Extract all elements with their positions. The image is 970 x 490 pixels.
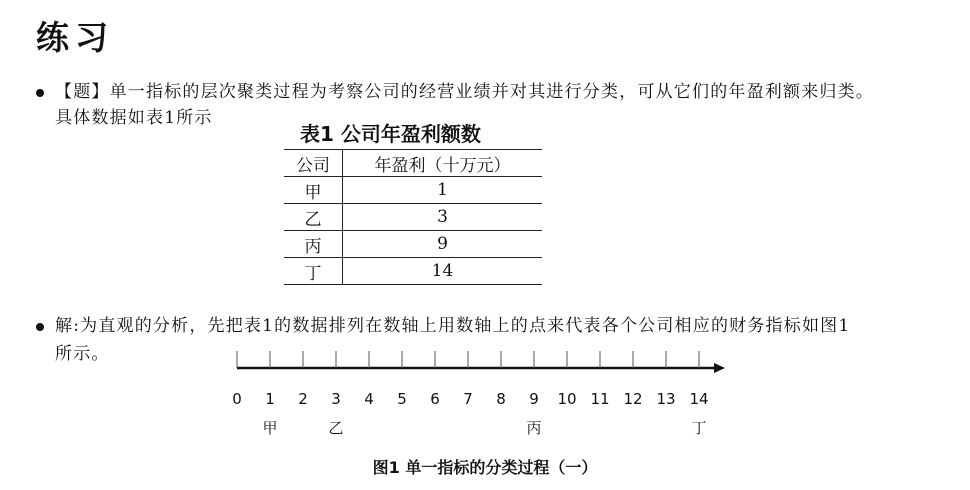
tick-label: 7 [463,390,473,408]
tick-label: 5 [397,390,407,408]
cell-company: 丁 [284,258,343,285]
tick-label: 0 [232,390,242,408]
tick-label: 8 [496,390,506,408]
header-company: 公司 [284,150,343,177]
company-point-label: 甲 [262,419,278,437]
cell-profit: 3 [343,204,543,231]
tick-label: 9 [529,390,539,408]
cell-company: 甲 [284,177,343,204]
page-title: 练习 [36,18,114,57]
cell-company: 丙 [284,231,343,258]
figure-caption: 图1 单一指标的分类过程（一） [372,458,598,477]
cell-profit: 1 [343,177,543,204]
company-point-label: 丁 [691,419,707,437]
tick-label: 12 [623,390,643,408]
company-point-label: 乙 [328,419,344,437]
tick-label: 10 [557,390,577,408]
tick-label: 14 [689,390,709,408]
problem-line-1: 【题】单一指标的层次聚类过程为考察公司的经营业绩并对其进行分类，可从它们的年盈利额来归类。 [55,82,874,102]
solution-line-2: 所示。 [55,344,110,364]
cell-profit: 9 [343,231,543,258]
cell-company: 乙 [284,204,343,231]
header-profit: 年盈利（十万元） [343,150,543,177]
cell-profit: 14 [343,258,543,285]
axis-arrow [714,363,725,373]
tick-label: 4 [364,390,374,408]
tick-label: 13 [656,390,676,408]
tick-label: 1 [265,390,275,408]
tick-label: 3 [331,390,341,408]
tick-label: 2 [298,390,308,408]
company-point-label: 丙 [526,419,542,437]
tick-label: 6 [430,390,440,408]
solution-line-1: 解:为直观的分析，先把表1的数据排列在数轴上用数轴上的点来代表各个公司相应的财务指标如图1 [55,316,851,336]
problem-line-2: 具体数据如表1所示 [55,108,213,128]
table-title: 表1 公司年盈利额数 [300,122,481,146]
tick-label: 11 [590,390,610,408]
